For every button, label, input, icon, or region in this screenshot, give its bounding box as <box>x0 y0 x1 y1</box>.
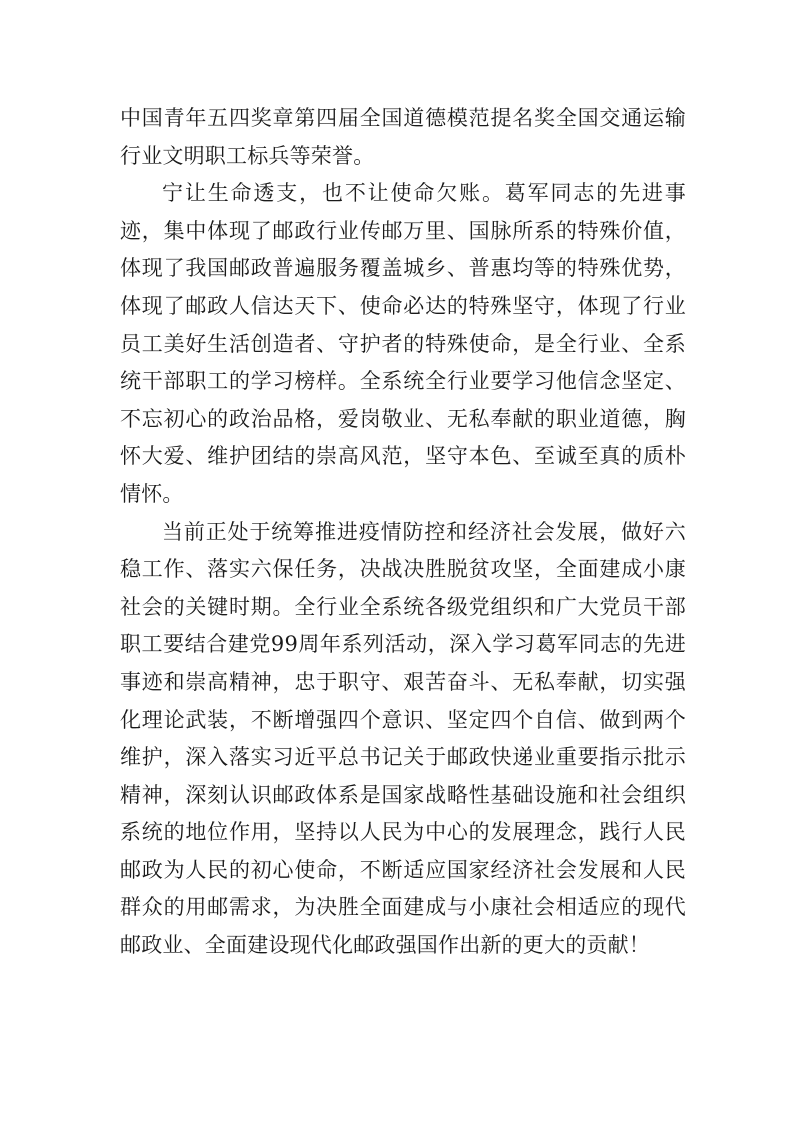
paragraph-current-tasks: 当前正处于统筹推进疫情防控和经济社会发展，做好六稳工作、落实六保任务，决战决胜脱贫攻坚，全面建成小康社会的关键时期。全行业全系统各级党组织和广大党员干部职工要结合建党99周年系列活动，深入学习葛军同志的先进事迹和崇高精神，忠于职守、艰苦奋斗、无私奉献，切实强化理论武装，不断增强四个意识、坚定四个自信、做到两个维护，深入落实习近平总书记关于邮政快递业重要指示批示精神，深刻认识邮政体系是国家战略性基础设施和社会组织系统的地位作用，坚持以人民为中心的发展理念，践行人民邮政为人民的初心使命，不断适应国家经济社会发展和人民群众的用邮需求，为决胜全面建成与小康社会相适应的现代邮政业、全面建设现代化邮政强国作出新的更大的贡献！ <box>120 519 686 958</box>
paragraph-continued-honors: 中国青年五四奖章第四届全国道德模范提名奖全国交通运输行业文明职工标兵等荣誉。 <box>120 106 686 168</box>
paragraph-exemplary-deeds: 宁让生命透支，也不让使命欠账。葛军同志的先进事迹，集中体现了邮政行业传邮万里、国脉所系的特殊价值，体现了我国邮政普遍服务覆盖城乡、普惠均等的特殊优势，体现了邮政人信达天下、使命必达的特殊坚守，体现了行业员工美好生活创造者、守护者的特殊使命，是全行业、全系统干部职工的学习榜样。全系统全行业要学习他信念坚定、不忘初心的政治品格，爱岗敬业、无私奉献的职业道德，胸怀大爱、维护团结的崇高风范，坚守本色、至诚至真的质朴情怀。 <box>120 181 686 506</box>
document-body <box>120 100 686 965</box>
